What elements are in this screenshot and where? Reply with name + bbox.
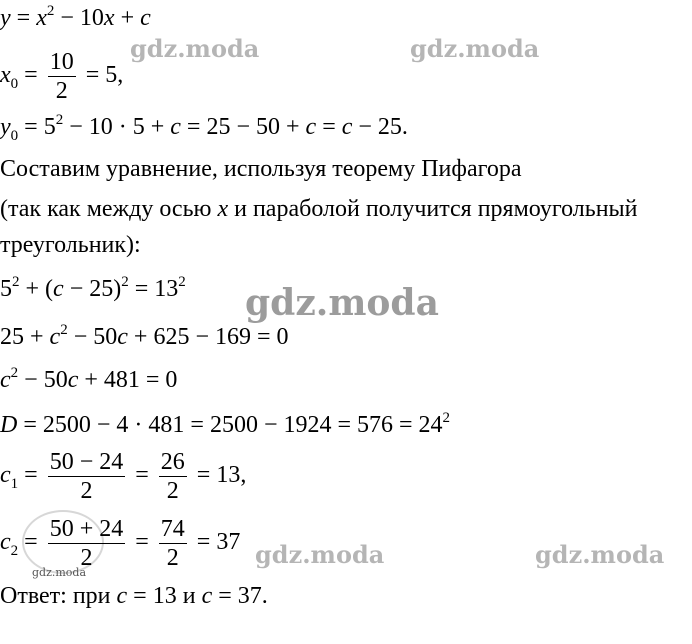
answer-line: Ответ: при c = 13 и c = 37. <box>0 583 268 609</box>
fraction: $\frac{74}{2}$ <box>160 516 185 571</box>
watermark-gdz-moda: gdz.moda <box>32 566 87 579</box>
watermark-gdz-moda: gdz.moda <box>130 34 260 63</box>
fraction: $\frac{26}{2}$ <box>160 449 185 504</box>
fraction: $\frac{10}{2}$ <box>49 49 74 104</box>
watermark-gdz-moda: gdz.moda <box>410 34 540 63</box>
equation-parabola: $y = x^2 - 10x + c$ <box>0 3 151 31</box>
equation-vertex-y: $y_0 = 5^2 - 10 \cdot 5 + c = 25 - 50 + c = c - 25$. <box>0 112 408 144</box>
text-triangle: треугольник): <box>0 232 141 258</box>
text-right-triangle: (так как между осью x и параболой получится прямоугольный <box>0 196 638 222</box>
watermark-gdz-moda: gdz.moda <box>535 540 665 569</box>
equation-pythagoras: $5^2 + (c - 25)^2 = 13^2$ <box>0 274 186 302</box>
equation-expanded: $25 + c^2 - 50c + 625 - 169 = 0$ <box>0 322 289 350</box>
equation-root-c2: $c_2$ = $\frac{50 + 24}{2}$ = $\frac{74}{2}$ = 37 <box>0 516 241 571</box>
fraction: $\frac{50 + 24}{2}$ <box>49 516 124 571</box>
watermark-gdz-moda: gdz.moda <box>245 282 439 324</box>
equation-quadratic: $c^2 - 50c + 481 = 0$ <box>0 365 178 393</box>
fraction: $\frac{50 - 24}{2}$ <box>49 449 124 504</box>
equation-discriminant: $D = 2500 - 4 \cdot 481 = 2500 - 1924 = 576 = 24^2$ <box>0 410 451 438</box>
equation-vertex-x: $x_0$ = $\frac{10}{2}$ = 5, <box>0 49 124 104</box>
equation-root-c1: $c_1$ = $\frac{50 - 24}{2}$ = $\frac{26}{2}$ = 13, <box>0 449 247 504</box>
text-pythagoras: Составим уравнение, используя теорему Пифагора <box>0 156 522 182</box>
watermark-gdz-moda: gdz.moda <box>255 540 385 569</box>
